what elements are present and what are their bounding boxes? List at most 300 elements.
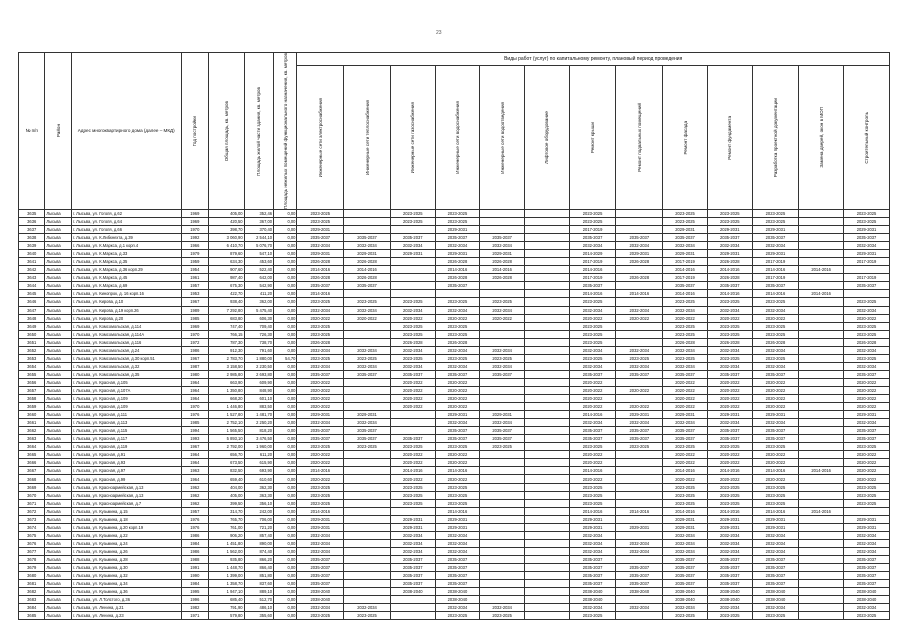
table-row — [19, 362, 890, 370]
row-work-period: 2038-2040 — [435, 588, 480, 596]
row-work-period: 2032-2034 — [616, 419, 663, 427]
row-work-period: 2035-2037 — [616, 427, 663, 435]
row-work-period: 2020-2022 — [435, 459, 480, 467]
row-total-area: 906,20 — [209, 531, 245, 539]
row-work-period — [525, 467, 570, 475]
row-total-area: 2 783,70 — [209, 354, 245, 362]
row-work-period — [525, 547, 570, 555]
row-work-period: 2023-2025 — [707, 217, 752, 225]
row-total-area: 1 527,80 — [209, 411, 245, 419]
row-work-period: 2035-2037 — [344, 282, 391, 290]
row-work-period — [616, 451, 663, 459]
row-work-period: 2035-2037 — [435, 572, 480, 580]
row-work-period: 2014-2016 — [297, 290, 344, 298]
row-total-area: 935,80 — [209, 555, 245, 563]
row-living-area: 242,00 — [244, 507, 273, 515]
row-total-area: 2 792,00 — [209, 443, 245, 451]
row-work-period: 2020-2022 — [297, 378, 344, 386]
row-address: г. Лысьва, ул. Комсомольская, д.116 — [71, 338, 181, 346]
row-work-period: 2038-2040 — [752, 596, 799, 604]
row-work-period: 2020-2022 — [435, 395, 480, 403]
row-address: г. Лысьва, ул. Красная, д.111 — [71, 411, 181, 419]
row-work-period: 2020-2022 — [663, 475, 708, 483]
row-work-period — [525, 564, 570, 572]
row-work-period: 2029-2031 — [663, 515, 708, 523]
row-work-period — [616, 378, 663, 386]
row-total-area: 791,90 — [209, 604, 245, 612]
row-work-period: 2020-2022 — [297, 386, 344, 394]
row-work-period: 2032-2034 — [390, 346, 435, 354]
row-work-period: 2020-2022 — [344, 314, 391, 322]
row-work-period — [480, 588, 525, 596]
row-nonres-area: 0,00 — [274, 386, 297, 394]
row-work-period: 2035-2037 — [616, 580, 663, 588]
row-living-area: 851,80 — [244, 572, 273, 580]
row-work-period — [480, 555, 525, 563]
row-work-period — [480, 515, 525, 523]
row-work-period: 2035-2037 — [663, 580, 708, 588]
row-work-period: 2023-2025 — [344, 612, 391, 620]
row-work-period: 2026-2028 — [390, 338, 435, 346]
row-living-area: 606,30 — [244, 314, 273, 322]
row-nonres-area: 0,00 — [274, 596, 297, 604]
row-work-period — [525, 298, 570, 306]
row-number: 3660 — [19, 411, 45, 419]
row-region: Лысьва — [45, 338, 71, 346]
row-work-period: 2020-2022 — [569, 378, 616, 386]
row-work-period — [525, 596, 570, 604]
row-work-period: 2020-2022 — [707, 459, 752, 467]
row-work-period — [799, 443, 844, 451]
table-row — [19, 314, 890, 322]
row-work-period: 2023-2025 — [663, 298, 708, 306]
row-work-period: 2023-2025 — [569, 322, 616, 330]
row-work-period: 2023-2025 — [480, 298, 525, 306]
row-number: 3643 — [19, 274, 45, 282]
row-living-area: 642,00 — [244, 274, 273, 282]
row-living-area: 1 880,00 — [244, 354, 273, 362]
row-nonres-area: 0,00 — [274, 242, 297, 250]
row-work-period — [525, 403, 570, 411]
row-year: 1969 — [181, 209, 208, 217]
table-row — [19, 483, 890, 491]
row-work-period: 2029-2031 — [663, 226, 708, 234]
row-work-period — [525, 354, 570, 362]
row-region: Лысьва — [45, 395, 71, 403]
row-total-area: 1 446,80 — [209, 403, 245, 411]
row-work-period: 2014-2016 — [752, 467, 799, 475]
row-work-period: 2023-2025 — [844, 354, 890, 362]
row-work-period: 2020-2022 — [663, 378, 708, 386]
table-row — [19, 515, 890, 523]
row-number: 3648 — [19, 314, 45, 322]
row-work-period: 2020-2022 — [390, 403, 435, 411]
row-work-period: 2035-2037 — [435, 370, 480, 378]
row-total-area: 683,80 — [209, 314, 245, 322]
row-work-period — [525, 306, 570, 314]
row-total-area: 1 451,80 — [209, 539, 245, 547]
row-work-period: 2026-2028 — [844, 338, 890, 346]
row-work-period — [344, 467, 391, 475]
row-work-period: 2035-2037 — [435, 435, 480, 443]
row-region: Лысьва — [45, 459, 71, 467]
row-region: Лысьва — [45, 572, 71, 580]
row-work-period: 2035-2037 — [480, 427, 525, 435]
row-nonres-area: 0,00 — [274, 531, 297, 539]
row-nonres-area: 0,00 — [274, 491, 297, 499]
row-work-period: 2032-2034 — [707, 242, 752, 250]
row-work-period: 2032-2034 — [707, 604, 752, 612]
row-total-area: 787,30 — [209, 338, 245, 346]
row-work-period — [525, 499, 570, 507]
row-nonres-area: 0,00 — [274, 580, 297, 588]
row-work-period — [390, 604, 435, 612]
row-work-period — [616, 322, 663, 330]
row-nonres-area: 0,00 — [274, 515, 297, 523]
row-work-period: 2032-2034 — [616, 362, 663, 370]
row-total-area: 3 158,50 — [209, 362, 245, 370]
row-work-period: 2017-2019 — [752, 258, 799, 266]
row-total-area: 634,30 — [209, 258, 245, 266]
row-work-period — [525, 258, 570, 266]
row-total-area: 659,40 — [209, 475, 245, 483]
row-work-period: 2020-2022 — [435, 386, 480, 394]
row-work-period — [799, 250, 844, 258]
row-work-period — [799, 523, 844, 531]
row-living-area: 542,90 — [244, 282, 273, 290]
row-work-period — [525, 209, 570, 217]
row-work-period: 2032-2034 — [435, 346, 480, 354]
row-year: 1988 — [181, 555, 208, 563]
row-work-period: 2020-2022 — [752, 314, 799, 322]
row-work-period: 2026-2028 — [707, 338, 752, 346]
row-work-period: 2023-2025 — [569, 499, 616, 507]
row-nonres-area: 0,00 — [274, 395, 297, 403]
table-row — [19, 419, 890, 427]
row-work-period: 2020-2022 — [390, 395, 435, 403]
header-year — [181, 53, 208, 210]
table-row — [19, 338, 890, 346]
row-year: 1984 — [181, 580, 208, 588]
row-work-period: 2029-2031 — [752, 515, 799, 523]
row-work-period — [390, 427, 435, 435]
row-work-period: 2017-2019 — [663, 274, 708, 282]
row-total-area: 2 752,10 — [209, 419, 245, 427]
header-works-group: Виды работ (услуг) по капитальному ремонту, плановый период проведения — [297, 53, 890, 66]
row-number: 3649 — [19, 322, 45, 330]
row-work-period: 2032-2034 — [663, 531, 708, 539]
row-work-period: 2014-2029 — [569, 250, 616, 258]
row-work-period: 2032-2034 — [752, 604, 799, 612]
row-work-period: 2035-2037 — [344, 427, 391, 435]
row-work-period: 2020-2022 — [752, 451, 799, 459]
row-work-period: 2032-2034 — [616, 539, 663, 547]
row-work-period — [616, 483, 663, 491]
row-nonres-area: 0,00 — [274, 209, 297, 217]
row-work-period: 2029-2031 — [297, 523, 344, 531]
row-work-period — [799, 411, 844, 419]
row-work-period: 2020-2022 — [390, 459, 435, 467]
row-work-period: 2029-2031 — [707, 250, 752, 258]
row-work-period — [799, 483, 844, 491]
row-total-area: 765,70 — [209, 515, 245, 523]
row-work-period — [525, 322, 570, 330]
row-work-period: 2014-2016 — [663, 290, 708, 298]
row-work-period — [525, 572, 570, 580]
row-living-area: 883,50 — [244, 403, 273, 411]
row-address: г. Лысьва, ул. Кузьмина, д.36 — [71, 588, 181, 596]
row-work-period: 2014-2016 — [752, 290, 799, 298]
row-nonres-area: 0,00 — [274, 588, 297, 596]
table-row — [19, 539, 890, 547]
row-region: Лысьва — [45, 298, 71, 306]
row-work-period: 2020-2022 — [435, 451, 480, 459]
row-nonres-area: 0,00 — [274, 258, 297, 266]
row-work-period: 2032-2034 — [663, 306, 708, 314]
row-work-period — [344, 322, 391, 330]
row-total-area: 399,50 — [209, 499, 245, 507]
row-work-period: 2020-2022 — [297, 451, 344, 459]
row-number: 3679 — [19, 564, 45, 572]
row-work-period: 2026-2028 — [707, 274, 752, 282]
table-row — [19, 475, 890, 483]
row-region: Лысьва — [45, 378, 71, 386]
table-row — [19, 346, 890, 354]
row-year: 1957 — [181, 507, 208, 515]
row-living-area: 889,10 — [244, 588, 273, 596]
row-work-period — [844, 266, 890, 274]
row-living-area: 3 476,50 — [244, 435, 273, 443]
row-work-period: 2029-2031 — [435, 411, 480, 419]
row-total-area: 7 292,80 — [209, 306, 245, 314]
row-work-period — [525, 451, 570, 459]
row-work-period — [480, 499, 525, 507]
row-work-period: 2032-2034 — [344, 346, 391, 354]
row-work-period: 2035-2037 — [569, 234, 616, 242]
table-row — [19, 572, 890, 580]
row-total-area: 766,15 — [209, 330, 245, 338]
row-work-period: 2029-2031 — [752, 250, 799, 258]
row-work-period — [799, 354, 844, 362]
row-work-period: 2023-2025 — [707, 483, 752, 491]
row-work-period: 2029-2031 — [480, 250, 525, 258]
row-work-period — [799, 499, 844, 507]
row-address: г. Лысьва, ул. Красная, д.93 — [71, 459, 181, 467]
row-nonres-area: 0,00 — [274, 475, 297, 483]
row-work-period: 2032-2034 — [707, 531, 752, 539]
row-work-period: 2020-2022 — [297, 403, 344, 411]
row-work-period — [344, 330, 391, 338]
row-work-period: 2032-2034 — [297, 242, 344, 250]
row-work-period: 2032-2034 — [616, 547, 663, 555]
row-work-period: 2023-2025 — [344, 298, 391, 306]
row-living-area: 615,90 — [244, 459, 273, 467]
row-address: г. Лысьва, ул. Л.Толстого, д.36 — [71, 596, 181, 604]
row-living-area: 726,30 — [244, 330, 273, 338]
row-work-period: 2032-2034 — [480, 306, 525, 314]
row-work-period: 2023-2025 — [569, 330, 616, 338]
row-work-period: 2029-2031 — [435, 250, 480, 258]
row-number: 3681 — [19, 580, 45, 588]
table-row — [19, 443, 890, 451]
row-work-period: 2023-2025 — [707, 322, 752, 330]
row-work-period — [799, 226, 844, 234]
row-nonres-area: 54,70 — [274, 354, 297, 362]
row-work-period: 2014-2016 — [799, 467, 844, 475]
row-work-period: 2023-2025 — [844, 499, 890, 507]
row-year: 1964 — [181, 451, 208, 459]
row-work-period: 2035-2037 — [390, 580, 435, 588]
header-work-4 — [480, 66, 525, 210]
row-work-period: 2032-2034 — [707, 362, 752, 370]
row-work-period: 2035-2037 — [752, 370, 799, 378]
row-work-period: 2029-2031 — [390, 515, 435, 523]
row-address: г. Лысьва, ул. Кузьмина, д.20 корп.19 — [71, 523, 181, 531]
row-work-period: 2029-2031 — [844, 226, 890, 234]
row-work-period — [480, 507, 525, 515]
table-row — [19, 491, 890, 499]
row-year: 1989 — [181, 306, 208, 314]
row-work-period: 2023-2025 — [752, 499, 799, 507]
row-work-period — [525, 250, 570, 258]
row-work-period — [525, 266, 570, 274]
row-work-period: 2023-2025 — [390, 443, 435, 451]
row-work-period — [799, 604, 844, 612]
row-work-period: 2023-2025 — [569, 483, 616, 491]
row-work-period — [480, 523, 525, 531]
row-number: 3638 — [19, 234, 45, 242]
row-work-period — [616, 217, 663, 225]
row-work-period — [525, 338, 570, 346]
row-work-period: 2029-2031 — [435, 523, 480, 531]
row-work-period: 2035-2037 — [752, 572, 799, 580]
page-number: 23 — [436, 30, 442, 36]
row-work-period: 2035-2037 — [707, 234, 752, 242]
row-address: г. Лысьва, ул. Гоголя, д.66 — [71, 226, 181, 234]
row-work-period: 2032-2034 — [569, 547, 616, 555]
row-work-period: 2020-2022 — [844, 314, 890, 322]
row-number: 3674 — [19, 523, 45, 531]
row-work-period: 2032-2034 — [297, 539, 344, 547]
row-total-area: 1 350,80 — [209, 386, 245, 394]
row-living-area: 706,00 — [244, 515, 273, 523]
row-work-period: 2029-2031 — [752, 411, 799, 419]
row-year: 1987 — [181, 362, 208, 370]
row-year: 1992 — [181, 234, 208, 242]
row-address: г. Лысьва, ул. Кузьмина, д.28 — [71, 555, 181, 563]
row-work-period: 2032-2034 — [663, 346, 708, 354]
row-year: 1985 — [181, 314, 208, 322]
row-nonres-area: 0,00 — [274, 234, 297, 242]
row-work-period — [799, 346, 844, 354]
row-work-period — [616, 209, 663, 217]
row-total-area: 1 448,70 — [209, 564, 245, 572]
row-work-period: 2032-2034 — [480, 419, 525, 427]
row-work-period: 2035-2037 — [752, 555, 799, 563]
row-work-period: 2038-2040 — [569, 596, 616, 604]
row-work-period: 2023-2025 — [390, 499, 435, 507]
capital-repair-table — [18, 52, 890, 620]
row-living-area: 370,40 — [244, 226, 273, 234]
header-work-12 — [844, 66, 890, 210]
row-number: 3682 — [19, 588, 45, 596]
row-work-period — [344, 217, 391, 225]
row-nonres-area: 0,00 — [274, 266, 297, 274]
row-work-period — [344, 290, 391, 298]
row-work-period: 2026-2028 — [435, 258, 480, 266]
row-work-period: 2035-2037 — [297, 370, 344, 378]
row-work-period — [525, 395, 570, 403]
row-living-area: 2 544,10 — [244, 234, 273, 242]
row-living-area: 837,60 — [244, 580, 273, 588]
row-work-period: 2038-2040 — [569, 588, 616, 596]
row-work-period: 2035-2037 — [663, 555, 708, 563]
row-work-period: 2026-2028 — [297, 338, 344, 346]
row-number: 3663 — [19, 435, 45, 443]
row-work-period: 2020-2022 — [616, 386, 663, 394]
header-work-1 — [344, 66, 391, 210]
row-work-period: 2029-2031 — [435, 515, 480, 523]
row-region: Лысьва — [45, 612, 71, 620]
row-work-period: 2020-2022 — [390, 386, 435, 394]
row-region: Лысьва — [45, 386, 71, 394]
row-year: 1996 — [181, 596, 208, 604]
row-work-period — [525, 362, 570, 370]
row-work-period: 2014-2016 — [435, 467, 480, 475]
row-total-area: 6 410,70 — [209, 242, 245, 250]
row-region: Лысьва — [45, 290, 71, 298]
table-row — [19, 547, 890, 555]
row-number: 3644 — [19, 282, 45, 290]
row-work-period: 2035-2037 — [344, 370, 391, 378]
row-address: г. Лысьва, ул. Комсомольская, д.35 — [71, 370, 181, 378]
row-work-period — [344, 564, 391, 572]
row-nonres-area: 0,00 — [274, 330, 297, 338]
row-work-period: 2017-2019 — [569, 226, 616, 234]
row-work-period — [525, 242, 570, 250]
row-address: г. Лысьва, ул. Кирова, д.19 корп.26 — [71, 306, 181, 314]
row-work-period: 2014-2016 — [752, 507, 799, 515]
row-work-period — [799, 555, 844, 563]
row-work-period: 2038-2040 — [297, 588, 344, 596]
table-row — [19, 604, 890, 612]
row-work-period: 2020-2022 — [844, 386, 890, 394]
row-work-period — [525, 580, 570, 588]
row-address: г. Лысьва, ул. Кузьмина, д.15 — [71, 507, 181, 515]
table-row — [19, 386, 890, 394]
row-work-period: 2032-2034 — [707, 547, 752, 555]
row-work-period — [799, 572, 844, 580]
row-work-period — [799, 403, 844, 411]
table-row — [19, 427, 890, 435]
row-work-period: 2020-2022 — [707, 475, 752, 483]
row-work-period — [480, 564, 525, 572]
row-region: Лысьва — [45, 250, 71, 258]
row-work-period — [525, 588, 570, 596]
row-work-period — [799, 378, 844, 386]
row-nonres-area: 0,00 — [274, 427, 297, 435]
row-work-period — [525, 314, 570, 322]
row-work-period: 2023-2025 — [435, 499, 480, 507]
row-work-period: 2023-2025 — [844, 330, 890, 338]
row-work-period — [344, 572, 391, 580]
row-work-period: 2032-2034 — [390, 242, 435, 250]
row-work-period: 2023-2025 — [752, 491, 799, 499]
table-row — [19, 435, 890, 443]
row-year: 1962 — [181, 483, 208, 491]
row-work-period: 2029-2031 — [707, 411, 752, 419]
row-living-area: 611,20 — [244, 451, 273, 459]
